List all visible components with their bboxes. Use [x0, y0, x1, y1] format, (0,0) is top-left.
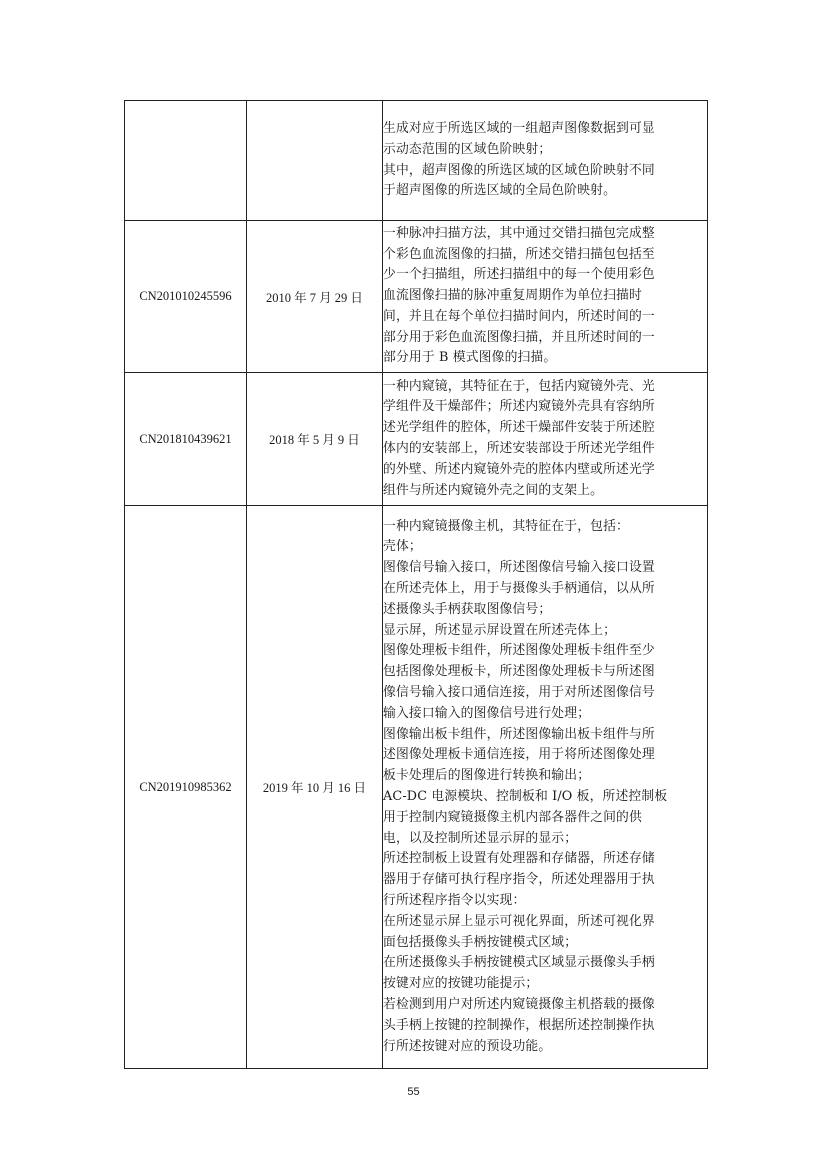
claim-line: 行所述程序指令以实现： — [383, 892, 526, 908]
patent-number-cell: CN201910985362 — [125, 506, 247, 1069]
filing-date-cell: 2019 年 10 月 16 日 — [247, 506, 383, 1069]
claim-line: 面包括摄像头手柄按键模式区域； — [383, 934, 578, 950]
claim-line: 组件与所述内窥镜外壳之间的支架上。 — [383, 482, 604, 498]
patent-number-cell: CN201810439621 — [125, 373, 247, 506]
claim-line: 电，以及控制所述显示屏的显示； — [383, 830, 578, 846]
claim-text-cell — [383, 506, 708, 1069]
claim-line: 输入接口输入的图像信号进行处理； — [383, 705, 591, 721]
claim-line: 若检测到用户对所述内窥镜摄像主机搭载的摄像 — [383, 996, 655, 1012]
claim-line: 部分用于 B 模式图像的扫描。 — [383, 350, 557, 366]
patent-table — [124, 100, 708, 1069]
claim-line: 述光学组件的腔体，所述干燥部件安装于所述腔 — [383, 420, 655, 436]
claim-line: 一种内窥镜，其特征在于，包括内窥镜外壳、光 — [383, 378, 655, 394]
claim-line: 述摄像头手柄获取图像信号； — [383, 601, 552, 617]
claim-line: 用于控制内窥镜摄像主机内部各器件之间的供 — [383, 809, 642, 825]
claim-line: AC-DC 电源模块、控制板和 I/O 板，所述控制板 — [383, 789, 668, 804]
claim-text-cell — [383, 101, 708, 221]
claim-line: 壳体； — [383, 539, 422, 555]
claim-line: 示动态范围的区域色阶映射； — [383, 141, 552, 157]
filing-date-cell — [247, 101, 383, 221]
claim-line: 板卡处理后的图像进行转换和输出； — [383, 768, 591, 784]
claim-line: 个彩色血流图像的扫描，所述交错扫描包包括至 — [383, 246, 655, 262]
claim-line: 部分用于彩色血流图像扫描，并且所述时间的一 — [383, 329, 655, 345]
claim-line: 器用于存储可执行程序指令，所述处理器用于执 — [383, 872, 655, 888]
claim-text-cell — [383, 373, 708, 506]
claim-line: 学组件及干燥部件；所述内窥镜外壳具有容纳所 — [383, 399, 655, 415]
claim-line: 间，并且在每个单位扫描时间内，所述时间的一 — [383, 308, 655, 324]
table-row — [125, 221, 708, 373]
claim-line: 体内的安装部上，所述安装部设于所述光学组件 — [383, 441, 655, 456]
patent-table-body — [125, 101, 708, 1069]
claim-line: 生成对应于所选区域的一组超声图像数据到可显 — [383, 120, 655, 136]
patent-number-cell: CN201010245596 — [125, 221, 247, 373]
page-number: 55 — [407, 1086, 420, 1098]
claim-line: 血流图像扫描的脉冲重复周期作为单位扫描时 — [383, 288, 642, 304]
claim-line: 包括图像处理板卡，所述图像处理板卡与所述图 — [383, 664, 655, 680]
claim-line: 图像信号输入接口，所述图像信号输入接口设置 — [383, 560, 655, 576]
claim-line: 述图像处理板卡通信连接，用于将所述图像处理 — [383, 747, 655, 763]
claim-line: 其中，超声图像的所选区域的区域色阶映射不同 — [383, 162, 655, 178]
table-row — [125, 101, 708, 221]
claim-line: 图像输出板卡组件，所述图像输出板卡组件与所 — [383, 726, 655, 742]
claim-line: 所述控制板上设置有处理器和存储器，所述存储 — [383, 851, 655, 867]
filing-date-cell: 2010 年 7 月 29 日 — [247, 221, 383, 373]
claim-line: 在所述显示屏上显示可视化界面，所述可视化界 — [383, 913, 655, 929]
claim-line: 一种脉冲扫描方法，其中通过交错扫描包完成整 — [383, 225, 655, 241]
claim-text-cell — [383, 221, 708, 373]
claim-line: 显示屏，所述显示屏设置在所述壳体上； — [383, 622, 617, 638]
claim-line: 像信号输入接口通信连接，用于对所述图像信号 — [383, 685, 655, 701]
claim-line: 行所述按键对应的预设功能。 — [383, 1038, 552, 1054]
filing-date-cell: 2018 年 5 月 9 日 — [247, 373, 383, 506]
claim-line: 少一个扫描组，所述扫描组中的每一个使用彩色 — [383, 267, 655, 283]
table-row — [125, 373, 708, 506]
claim-line: 一种内窥镜摄像主机，其特征在于，包括： — [383, 518, 629, 534]
claim-line: 的外壁、所述内窥镜外壳的腔体内壁或所述光学 — [383, 461, 655, 477]
table-row — [125, 506, 708, 1069]
claim-line: 在所述摄像头手柄按键模式区域显示摄像头手柄 — [383, 955, 655, 971]
claim-line: 在所述壳体上，用于与摄像头手柄通信，以从所 — [383, 581, 655, 597]
claim-line: 按键对应的按键功能提示； — [383, 976, 539, 992]
claim-line: 于超声图像的所选区域的全局色阶映射。 — [383, 183, 617, 199]
claim-line: 图像处理板卡组件，所述图像处理板卡组件至少 — [383, 643, 655, 659]
patent-number-cell — [125, 101, 247, 221]
claim-line: 头手柄上按键的控制操作，根据所述控制操作执 — [383, 1017, 655, 1033]
